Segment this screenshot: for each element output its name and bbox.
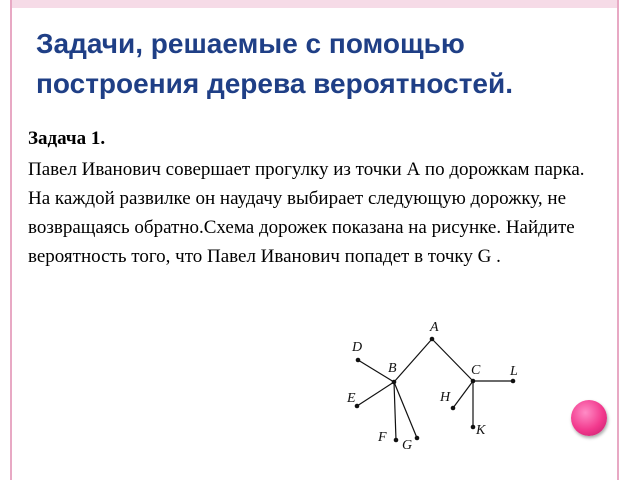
edge-A-B — [394, 339, 432, 382]
label-L: L — [510, 364, 518, 379]
node-C — [471, 379, 476, 384]
label-H: H — [440, 390, 451, 405]
edge-B-E — [357, 382, 394, 406]
edge-C-H — [453, 381, 473, 408]
label-C: C — [471, 363, 481, 378]
node-B — [392, 380, 397, 385]
slide-title: Задачи, решаемые с помощью построения дерева вероятностей. — [36, 28, 513, 99]
node-A — [430, 337, 435, 342]
label-A: A — [430, 320, 439, 335]
label-E: E — [347, 391, 356, 406]
edge-B-F — [394, 382, 396, 440]
edge-A-C — [432, 339, 473, 381]
node-F — [394, 438, 399, 443]
node-K — [471, 425, 476, 430]
label-D: D — [352, 340, 363, 355]
label-B: B — [388, 361, 397, 376]
slide-top-band — [12, 0, 617, 8]
label-F: F — [378, 430, 387, 445]
edge-B-G — [394, 382, 417, 438]
path-diagram — [330, 310, 530, 460]
task-text: Павел Иванович совершает прогулку из точки А по дорожкам парка. На каждой развилке он наудачу выбирает следующую дорожку, не возвращаясь обратно.Схема дорожек показана на рисунке. Найдите вероятность того, что Павел Иванович попадет в точку G . — [28, 159, 585, 267]
pink-circle-decoration — [571, 400, 607, 436]
diagram-nodes — [355, 337, 516, 443]
node-G — [415, 436, 420, 441]
diagram-edges — [357, 339, 513, 440]
label-G: G — [402, 438, 413, 453]
label-K: K — [476, 423, 486, 438]
node-D — [356, 358, 361, 363]
node-H — [451, 406, 456, 411]
task-heading: Задача 1. — [28, 128, 106, 149]
node-L — [511, 379, 516, 384]
